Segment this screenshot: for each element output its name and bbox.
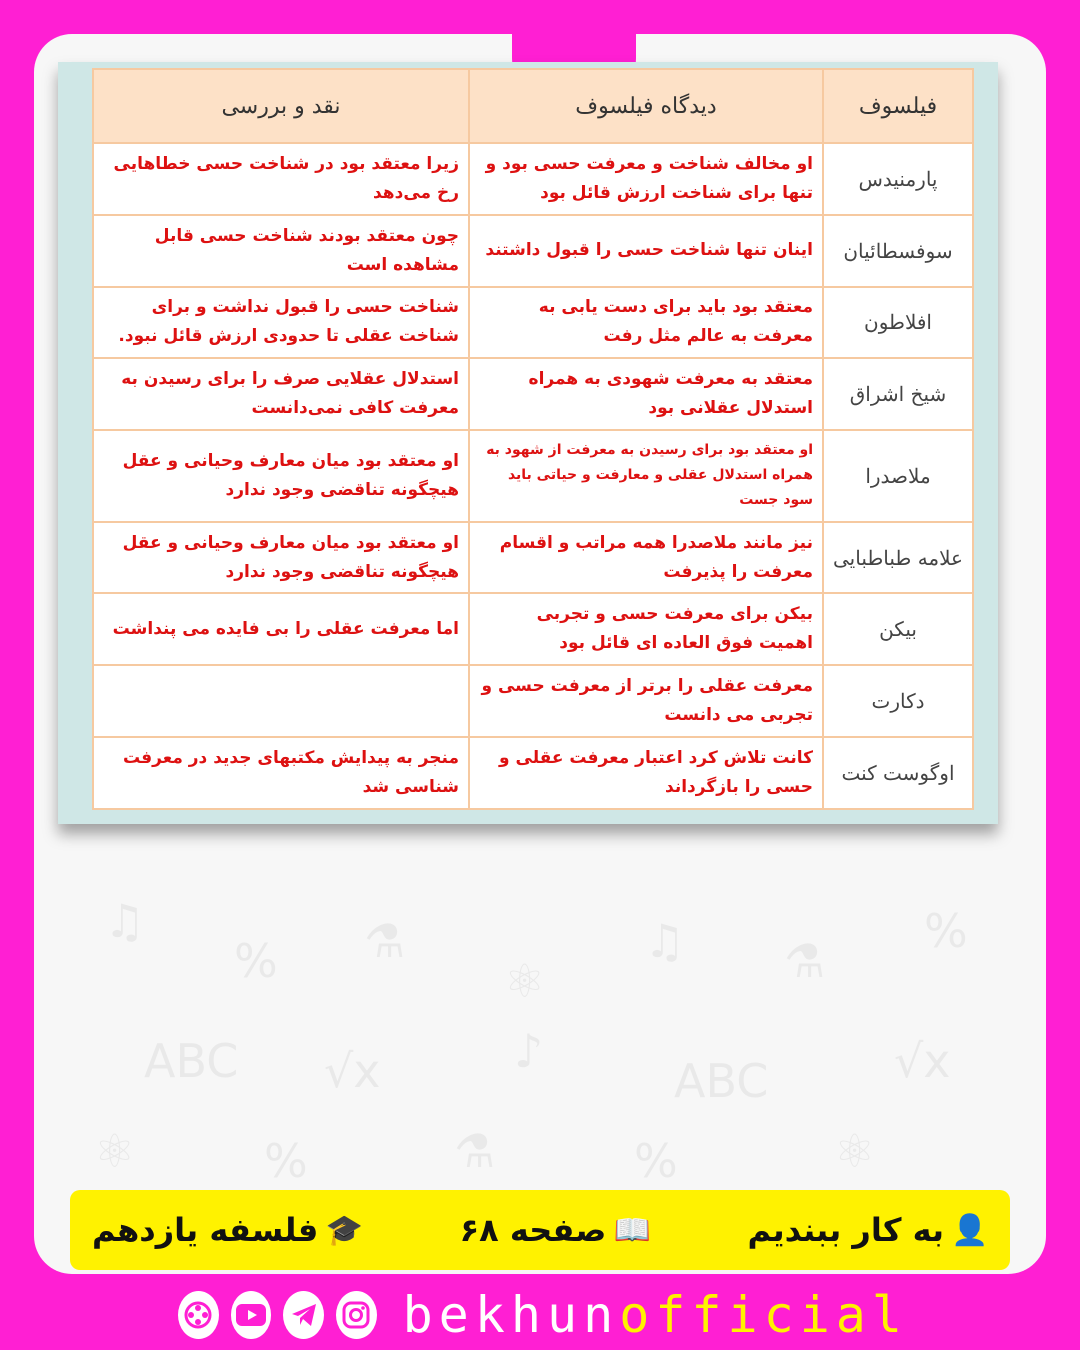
table-header-row [93,69,973,143]
table-row [93,143,973,215]
table-row [93,665,973,737]
philosopher-name: شیخ اشراق [823,358,973,430]
youtube-icon[interactable] [231,1291,272,1339]
philosopher-critique: زیرا معتقد بود در شناخت حسی خطاهایی رخ می‌دهد [113,153,459,203]
philosopher-view: او معتقد بود برای رسیدن به معرفت از شهود به همراه استدلال عقلی و معارفت و حیاتی باید سود جست [486,442,813,509]
social-footer [178,1284,908,1346]
philosopher-critique: اما معرفت عقلی را بی فایده می پنداشت [112,618,459,639]
brand-handle[interactable] [403,1286,908,1344]
instagram-icon[interactable] [336,1291,377,1339]
philosopher-view: بیکن برای معرفت حسی و تجربی اهمیت فوق العاده ای قائل بود [536,604,813,654]
aparat-icon[interactable] [178,1291,219,1339]
brand-part2: official [619,1286,909,1344]
philosopher-view: او مخالف شناخت و معرفت حسی بود و تنها برای شناخت ارزش قائل بود [485,153,813,203]
brand-part1: bekhun [402,1286,620,1344]
philosopher-name: پارمنیدس [823,143,973,215]
subject-label [92,1211,362,1249]
person-icon: 👤 [951,1212,989,1248]
table-row [93,430,973,522]
table-container [58,62,998,824]
philosopher-name: اوگوست کنت [823,737,973,809]
section-label [748,1211,988,1249]
page-text: صفحه ۶۸ [459,1211,607,1249]
philosopher-name: سوفسطائیان [823,215,973,287]
subject-text: فلسفه یازدهم [92,1211,319,1249]
philosophers-table [92,68,974,810]
header-critique: نقد و بررسی [93,69,469,143]
telegram-icon[interactable] [283,1291,324,1339]
philosopher-critique: استدلال عقلایی صرف را برای رسیدن به معرفت کافی نمی‌دانست [121,369,459,419]
philosopher-critique: شناخت حسی را قبول نداشت و برای شناخت عقلی تا حدودی ارزش قائل نبود. [118,297,459,347]
table-row [93,593,973,665]
graduation-cap-icon: 🎓 [325,1212,363,1248]
philosopher-critique: چون معتقد بودند شناخت حسی قابل مشاهده است [154,225,459,275]
philosopher-critique: او معتقد بود میان معارف وحیانی و عقل هیچگونه تناقضی وجود ندارد [122,450,459,500]
philosopher-critique: او معتقد بود میان معارف وحیانی و عقل هیچگونه تناقضی وجود ندارد [122,532,459,582]
header-view: دیدگاه فیلسوف [469,69,823,143]
info-bar [70,1190,1010,1270]
philosopher-view: کانت تلاش کرد اعتبار معرفت عقلی و حسی را بازگرداند [499,748,813,798]
section-text: به کار ببندیم [747,1211,944,1249]
philosopher-name: دکارت [823,665,973,737]
philosopher-view: معتقد به معرفت شهودی به همراه استدلال عقلانی بود [528,369,813,419]
philosopher-view: اینان تنها شناخت حسی را قبول داشتند [485,240,813,261]
book-icon: 📖 [613,1212,651,1248]
philosopher-view: نیز مانند ملاصدرا همه مراتب و اقسام معرفت را پذیرفت [499,532,813,582]
page-label [460,1211,651,1249]
table-row [93,215,973,287]
philosopher-critique: منجر به پیدایش مکتبهای جدید در معرفت شناسی شد [123,748,459,798]
header-philosopher: فیلسوف [823,69,973,143]
philosopher-name: افلاطون [823,287,973,359]
philosopher-view: معتقد بود باید برای دست یابی به معرفت به عالم مثل رفت [538,297,813,347]
philosopher-name: بیکن [823,593,973,665]
table-row [93,358,973,430]
philosopher-name: علامه طباطبایی [823,522,973,594]
philosopher-name: ملاصدرا [823,430,973,522]
table-row [93,287,973,359]
background-pattern: ♫ % ⚗ ⚛ ♫ ⚗ % ABC √x ♪ ABC √x ⚛ % ⚗ % ⚛ [94,894,968,1188]
table-row [93,522,973,594]
philosopher-view: معرفت عقلی را برتر از معرفت حسی و تجربی می دانست [481,676,813,726]
table-row [93,737,973,809]
